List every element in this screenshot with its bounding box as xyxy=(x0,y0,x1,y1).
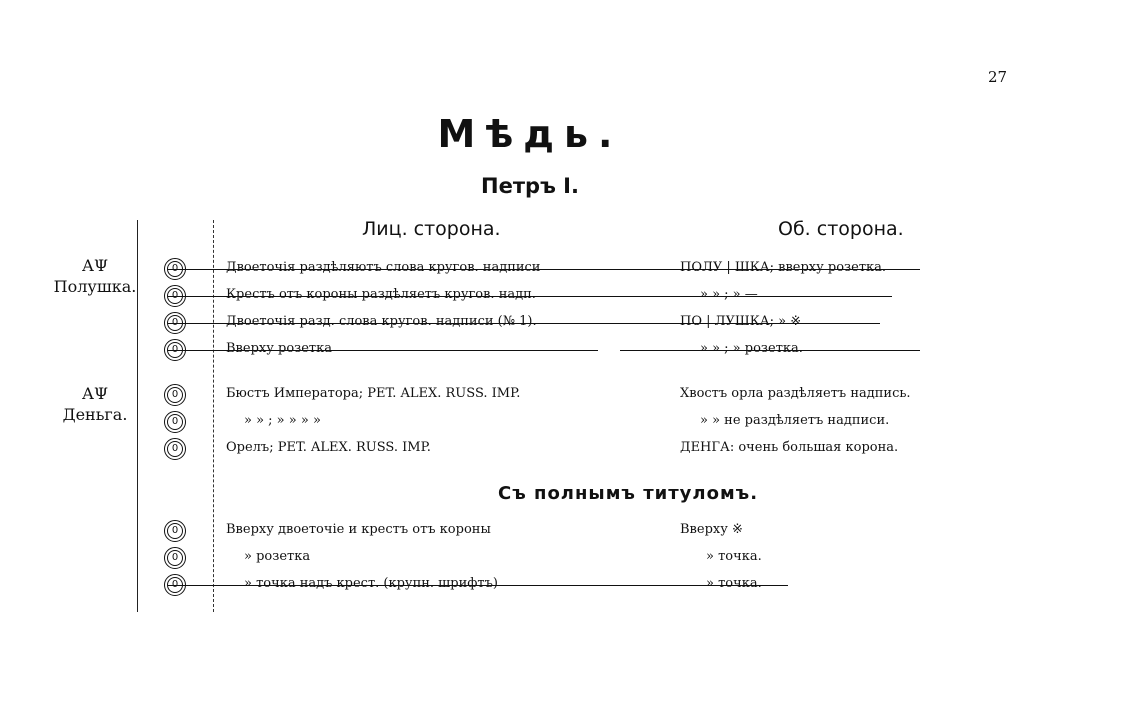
circle-mark: 0 xyxy=(167,288,183,304)
table-row xyxy=(0,312,1140,334)
reverse-cell: Хвостъ орла раздѣляетъ надпись. xyxy=(680,386,911,401)
circle-mark: 0 xyxy=(167,387,183,403)
strike-line xyxy=(168,269,920,270)
obverse-cell: Бюстъ Императора; PET. ALEX. RUSS. IMP. xyxy=(226,386,521,401)
reverse-cell: Вверху ※ xyxy=(680,522,743,537)
reverse-cell: » » не раздѣляетъ надписи. xyxy=(700,413,890,428)
table-row xyxy=(0,438,1140,460)
obverse-cell: Крестъ отъ короны раздѣляетъ кругов. надп. xyxy=(226,287,536,302)
obverse-cell: » » ; » » » » xyxy=(244,413,321,428)
reverse-cell: ПО | ЛУШКА; » ※ xyxy=(680,314,802,329)
strike-line xyxy=(168,350,598,351)
group-name: Деньга. xyxy=(62,405,128,424)
strike-line xyxy=(620,350,920,351)
strike-line xyxy=(168,323,880,324)
table-row xyxy=(0,574,1140,596)
circle-mark: 0 xyxy=(167,550,183,566)
reverse-cell: ПОЛУ | ШКА; вверху розетка. xyxy=(680,260,887,275)
page-title: Мѣдь. xyxy=(437,112,623,156)
circle-mark: 0 xyxy=(167,441,183,457)
obverse-cell: Орелъ; PET. ALEX. RUSS. IMP. xyxy=(226,440,431,455)
table-row xyxy=(0,547,1140,569)
reverse-cell: » » ; » розетка. xyxy=(700,341,803,356)
page-subtitle: Петръ I. xyxy=(481,174,579,198)
obverse-cell: » точка надъ крест. (крупн. шрифтъ) xyxy=(244,576,498,591)
obverse-cell: Двоеточія разд. слова кругов. надписи (№ 1). xyxy=(226,314,537,329)
circle-mark: 0 xyxy=(167,577,183,593)
obverse-cell: » розетка xyxy=(244,549,311,564)
reverse-cell: » » ; » — xyxy=(700,287,758,302)
table-row xyxy=(0,258,1140,280)
circle-mark: 0 xyxy=(167,414,183,430)
page-number: 27 xyxy=(988,68,1008,86)
strike-line xyxy=(168,585,788,586)
group-name: Полушка. xyxy=(53,277,137,296)
table-row xyxy=(0,285,1140,307)
obverse-cell: Двоеточія раздѣляютъ слова кругов. надписи xyxy=(226,260,541,275)
group-mark: АΨ xyxy=(81,384,109,403)
table-row xyxy=(0,411,1140,433)
reverse-cell: ДЕНГА: очень большая корона. xyxy=(680,440,899,455)
circle-mark: 0 xyxy=(167,315,183,331)
table-row xyxy=(0,339,1140,361)
obverse-column-header: Лиц. сторона. xyxy=(362,218,501,240)
circle-mark: 0 xyxy=(167,342,183,358)
strike-line xyxy=(168,296,892,297)
obverse-cell: Вверху двоеточіе и крестъ отъ короны xyxy=(226,522,491,537)
reverse-cell: » точка. xyxy=(706,549,762,564)
table-row xyxy=(0,520,1140,542)
table-row xyxy=(0,384,1140,406)
reverse-cell: » точка. xyxy=(706,576,762,591)
group-mark: АΨ xyxy=(81,256,109,275)
obverse-cell: Вверху розетка xyxy=(226,341,332,356)
circle-mark: 0 xyxy=(167,523,183,539)
circle-mark: 0 xyxy=(167,261,183,277)
reverse-column-header: Об. сторона. xyxy=(778,218,904,240)
section-heading: Съ полнымъ титуломъ. xyxy=(498,483,759,504)
